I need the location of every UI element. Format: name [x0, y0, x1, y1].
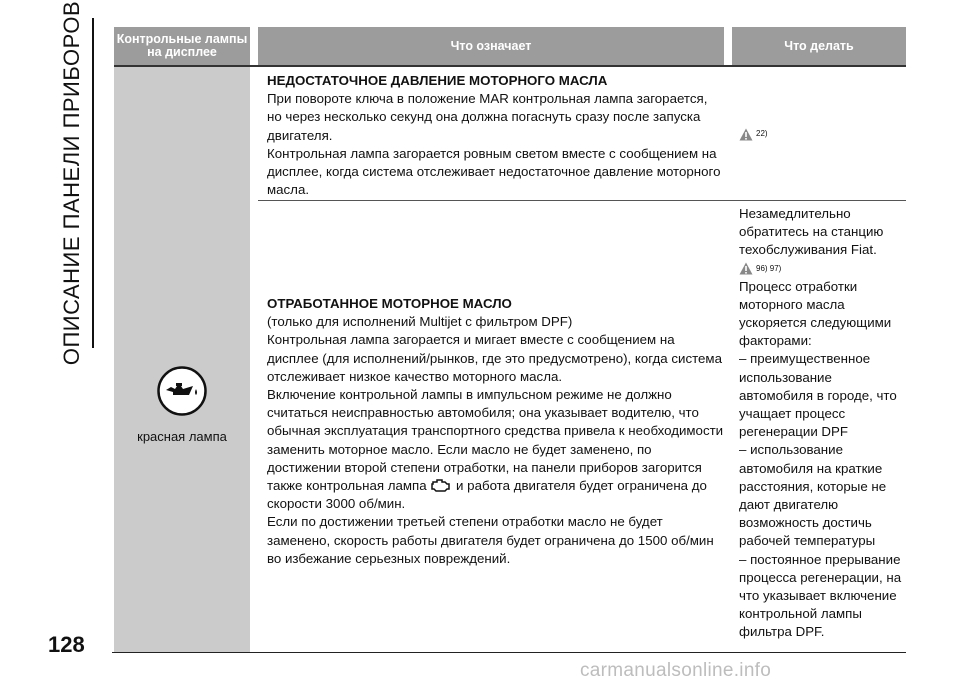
oil-pressure-icon: [156, 365, 208, 417]
row-2-action-list-item: – постоянное прерывание процесса регенерации, на что указывает включение контрольной лампы фильтра DPF.: [739, 551, 902, 640]
page-number: 128: [48, 632, 85, 657]
header-lamp: Контрольные лампы на дисплее: [114, 27, 250, 65]
row-2-paragraph: Если по достижении третьей степени отработки масло не будет заменено, скорость работы двигателя будет ограничена до 1500 об/мин во избежание серьезных повреждений.: [267, 514, 714, 566]
row-2-paragraph: (только для исполнений Multijet с фильтром DPF): [267, 314, 573, 330]
warning-lamp-table: [114, 27, 906, 653]
row-2-meaning: [267, 295, 725, 568]
row-1-meaning: [267, 72, 725, 199]
header-action: Что делать: [732, 27, 906, 65]
row-2-action-text: Процесс отработки моторного масла ускоряется следующими факторами:: [739, 278, 892, 349]
row-1-paragraph: Контрольная лампа загорается ровным светом вместе с сообщением на дисплее, когда система отслеживает недостаточное давление моторного масла.: [267, 145, 721, 198]
row-2-paragraph: Включение контрольной лампы в импульсном режиме не должно считаться неисправностью автомобиля; она указывает водителю, что обычная эксплуатация транспортного средства привела к необходимости заменить моторное масло. Если масло не будет заменено, по достижении второй степени отработки, на панели приборов загорится также контрольная лампа и работа двигателя будет ограничена до скорости 3000 об/мин.: [267, 387, 724, 512]
watermark: carmanualsonline.info: [580, 660, 772, 681]
section-title: ОПИСАНИЕ ПАНЕЛИ ПРИБОРОВ: [59, 0, 84, 366]
lamp-color-label: красная лампа: [137, 429, 227, 444]
row-2-title: ОТРАБОТАННОЕ МОТОРНОЕ МАСЛО: [267, 296, 512, 311]
bottom-rule: [112, 652, 906, 653]
warning-triangle-icon: [739, 128, 753, 141]
row-1-action: [739, 125, 909, 143]
row-2-action-list-item: – использование автомобиля на краткие расстояния, которые не дают двигателю возможность достичь рабочей температуры: [739, 442, 887, 549]
engine-icon: [430, 478, 452, 493]
side-rule: [92, 18, 94, 348]
row-2-warning-refs: 96) 97): [756, 263, 782, 273]
row-2-action-intro: Незамедлительно обратитесь на станцию техобслуживания Fiat.: [739, 206, 884, 258]
row-1-paragraph: При повороте ключа в положение MAR контрольная лампа загорается, но через несколько секунд она должна погаснуть сразу после запуска двигателя.: [267, 91, 708, 143]
row-2-action-list-item: – преимущественное использование автомобиля в городе, что учащает процесс регенерации DPF: [739, 351, 897, 440]
lamp-column: [114, 67, 250, 653]
header-meaning: Что означает: [258, 27, 724, 65]
row-2-action: [739, 205, 909, 642]
row-2-paragraph: Контрольная лампа загорается и мигает вместе с сообщением на дисплее (для исполнений/рынков, где это предусмотрено), когда система отслеживает низкое качество моторного масла.: [267, 332, 722, 384]
warning-triangle-icon: [739, 262, 753, 275]
row-1-title: НЕДОСТАТОЧНОЕ ДАВЛЕНИЕ МОТОРНОГО МАСЛА: [267, 73, 608, 88]
row-1-warning-refs: 22): [756, 128, 768, 138]
row-separator: [258, 200, 906, 201]
